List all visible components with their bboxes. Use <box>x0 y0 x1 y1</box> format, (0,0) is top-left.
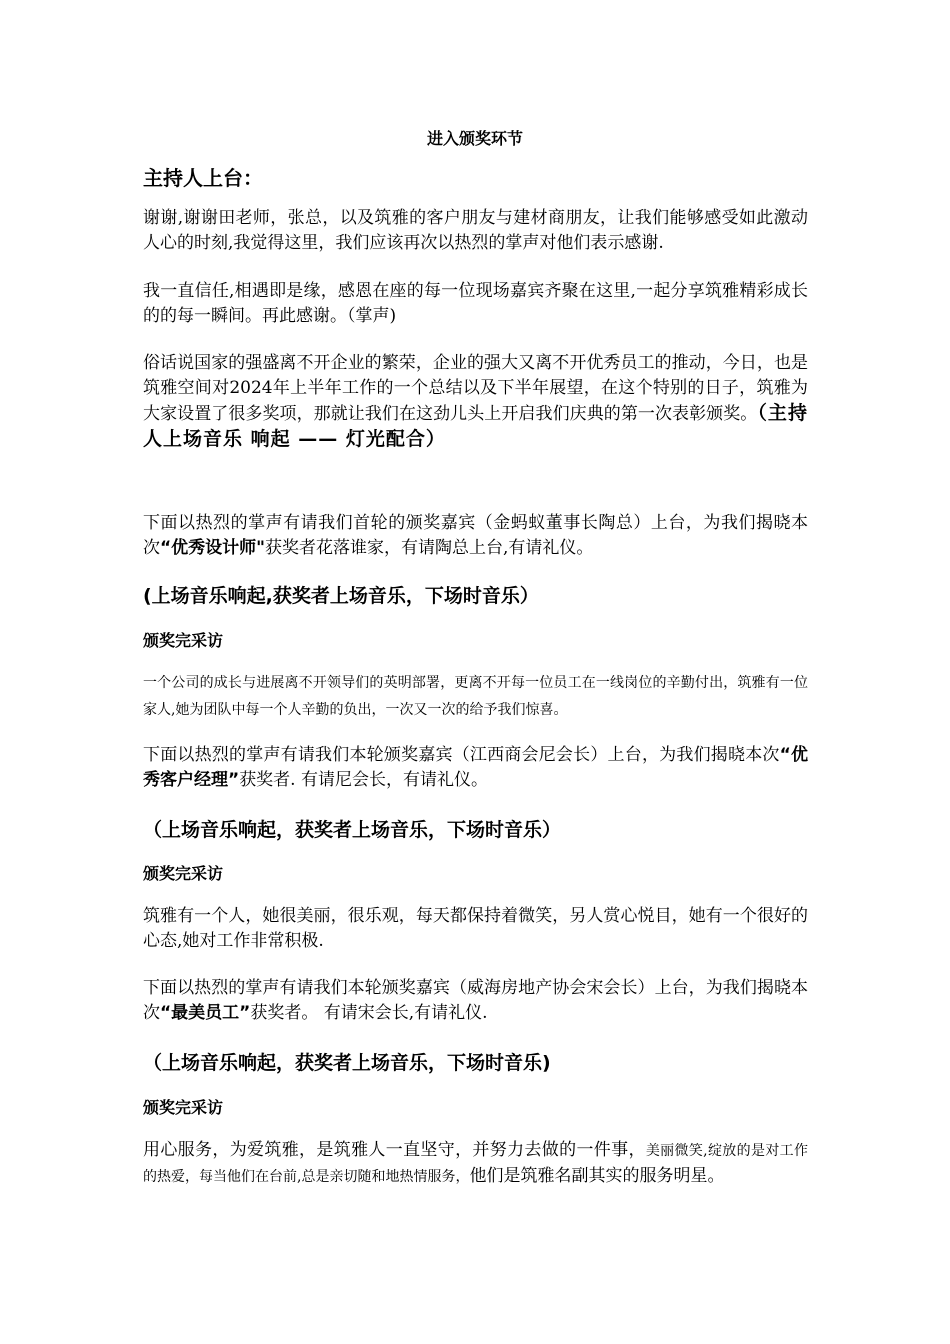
award3-intro-a: 用心服务，为爱筑雅，是筑雅人一直坚守，并努力去做的一件事， <box>143 1140 646 1160</box>
award3-announcement <box>143 976 808 1026</box>
award3-interview-heading: 颁奖完采访 <box>143 1098 224 1117</box>
award2-music-cue: （上场音乐响起，获奖者上场音乐，下场时音乐） <box>143 819 562 841</box>
paragraph-gratitude: 我一直信任,相遇即是缘，感恩在座的每一位现场嘉宾齐聚在这里,一起分享筑雅精彩成长的的每一瞬间。再此感谢。（掌声) <box>143 281 808 326</box>
award2-pre: 下面以热烈的掌声有请我们本轮颁奖嘉宾（江西商会尼会长）上台，为我们揭晓本次 <box>143 745 780 765</box>
award2-interview-heading: 颁奖完采访 <box>143 864 224 883</box>
award3-intro-c: 他们是筑雅名副其实的服务明星。 <box>469 1166 725 1186</box>
award3-post: 获奖者。 有请宋会长,有请礼仪. <box>250 1003 488 1023</box>
award3-intro <box>143 1138 808 1190</box>
award3-name: “最美员工” <box>160 1003 251 1023</box>
award1-intro: 一个公司的成长与进展离不开领导们的英明部署，更离不开每一位员工在一线岗位的辛勤付出，筑雅有一位家人,她为团队中每一个人辛勤的负出，一次又一次的给予我们惊喜。 <box>143 675 808 718</box>
award2-post: 获奖者. 有请尼会长，有请礼仪。 <box>239 770 488 790</box>
award1-post: 获奖者花落谁家，有请陶总上台,有请礼仪。 <box>265 538 594 558</box>
award1-pre: 下面以热烈的掌声有请我们首轮的颁奖嘉宾（金蚂蚁董事长陶总）上台，为我们揭晓本次 <box>143 513 808 558</box>
opening-text: 俗话说国家的强盛离不开企业的繁荣，企业的强大又离不开优秀员工的推动，今日，也是筑雅空间对2024年上半年工作的一个总结以及下半年展望，在这个特别的日子，筑雅为大家设置了很多奖项，那就让我们在这劲儿头上开启我们庆典的第一次表彰颁奖。 <box>143 353 808 424</box>
award2-intro: 筑雅有一个人，她很美丽，很乐观，每天都保持着微笑，另人赏心悦目，她有一个很好的心态,她对工作非常积极. <box>143 906 808 951</box>
host-music-cue: （主持人上场音乐 响起 —— 灯光配合） <box>143 402 808 450</box>
award3-intro-b: 美丽微笑,绽放的是对工作的热爱，每当他们在台前,总是亲切随和地热情服务， <box>143 1143 809 1185</box>
host-heading: 主持人上台： <box>143 166 263 190</box>
award1-interview-heading: 颁奖完采访 <box>143 631 224 650</box>
award2-announcement <box>143 743 808 793</box>
page-title: 进入颁奖环节 <box>426 129 523 148</box>
award3-pre: 下面以热烈的掌声有请我们本轮颁奖嘉宾（威海房地产协会宋会长）上台，为我们揭晓本次 <box>143 978 808 1023</box>
award2-name: “优秀客户经理” <box>143 745 808 790</box>
award1-name: “优秀设计师" <box>160 538 266 558</box>
award3-music-cue: （上场音乐响起，获奖者上场音乐，下场时音乐) <box>143 1052 551 1074</box>
award1-music-cue: (上场音乐响起,获奖者上场音乐，下场时音乐） <box>143 585 539 607</box>
award1-announcement <box>143 511 808 561</box>
paragraph-opening <box>143 351 808 453</box>
paragraph-thanks: 谢谢,谢谢田老师，张总，以及筑雅的客户朋友与建材商朋友，让我们能够感受如此激动人心的时刻,我觉得这里，我们应该再次以热烈的掌声对他们表示感谢. <box>143 208 808 253</box>
